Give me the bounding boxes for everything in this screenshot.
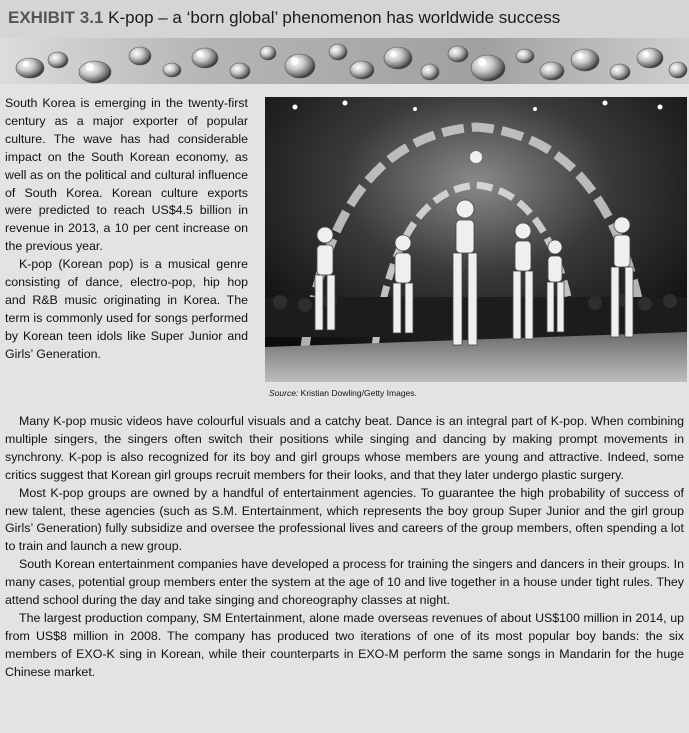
bubble-banner-image bbox=[0, 38, 689, 84]
body-paragraph: South Korean entertainment companies have developed a process for training the singers and dancers in their groups. In many cases, potential group members enter the system at the age of 10 and live together in a house under tight rules. They attend school during the day and take singing and choreography classes at night. bbox=[5, 557, 684, 608]
body-paragraph: Most K-pop groups are owned by a handful of entertainment agencies. To guarantee the high probability of success of new talent, these agencies (such as S.M. Entertainment, which represents the boy group Super Junior and the girl group Girls’ Generation) fully subsidize and oversee the professional lives and careers of the group members, often spending a lot to train and launch a new group. bbox=[5, 485, 684, 554]
exhibit-heading: K-pop – a ‘born global’ phenomenon has worldwide success bbox=[108, 8, 561, 27]
exhibit-label: EXHIBIT 3.1 bbox=[8, 8, 104, 27]
exhibit-title bbox=[8, 7, 560, 29]
exhibit-header bbox=[0, 0, 689, 38]
credit-text: Kristian Dowling/Getty Images. bbox=[300, 388, 417, 398]
credit-label: Source: bbox=[269, 388, 299, 398]
body-paragraph: The largest production company, SM Entertainment, alone made overseas revenues of about US$100 million in 2014, up from US$8 million in 2008. The company has produced two iterations of one of its most popular boy bands: the six members of EXO-K sing in Korean, while their counterparts in EXO-M perform the same songs in Mandarin for the huge Chinese market. bbox=[5, 610, 684, 679]
body-text bbox=[5, 413, 684, 682]
concert-photo bbox=[265, 97, 687, 404]
sidebar-paragraph: K-pop (Korean pop) is a musical genre consisting of dance, electro-pop, hip hop and R&B music originating in Korea. The term is commonly used for songs performed by Korean teen idols like Super Junior and Girls’ Generation. bbox=[5, 257, 248, 361]
sidebar-text bbox=[5, 95, 248, 364]
body-paragraph: Many K-pop music videos have colourful visuals and a catchy beat. Dance is an integral part of K-pop. When combining multiple singers, the singers often switch their positions while singing and dancing by making prompt movements in synchrony. K-pop is also recognized for its boy and girl groups whose members are young and attractive. Indeed, some critics suggest that Korean girl groups recruit members for their looks, and that they later undergo plastic surgery. bbox=[5, 414, 684, 482]
sidebar-paragraph: South Korea is emerging in the twenty-first century as a major exporter of popular culture. The wave has had considerable impact on the South Korean economy, as well as on the political and cultural influence of South Korea. Korean culture exports were predicted to reach US$4.5 billion in revenue in 2013, a 10 per cent increase on the previous year. bbox=[5, 96, 248, 254]
photo-credit bbox=[265, 382, 687, 404]
